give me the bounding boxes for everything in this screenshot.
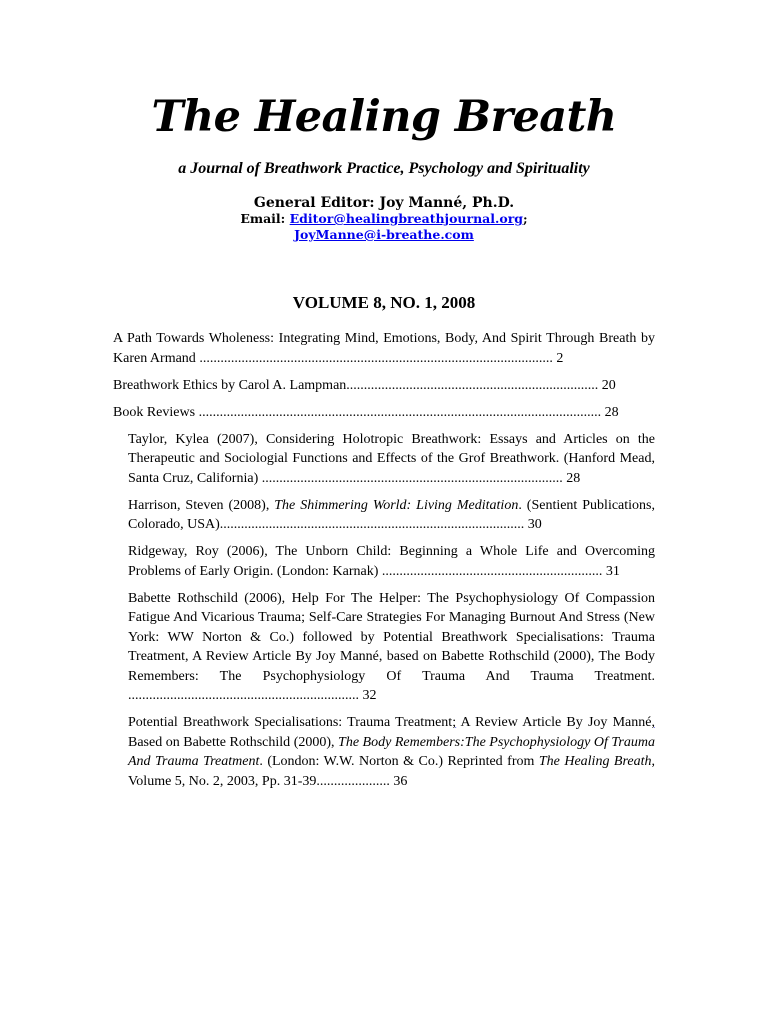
toc-leader-dots: ...................................................................................... <box>258 470 563 486</box>
review-citation-mark: , <box>651 715 655 730</box>
review-citation: Ridgeway, Roy (2006), The Unborn Child: Beginning a Whole Life and Overcoming Problems of Early Origin. (London: Karnak) <box>128 544 655 579</box>
toc-entry[interactable] <box>113 376 655 396</box>
review-citation-part: . (London: W.W. Norton & Co.) Reprinted from <box>259 754 539 769</box>
toc-entry[interactable] <box>113 329 655 368</box>
toc-entry-title: Breathwork Ethics by Carol A. Lampman <box>113 377 347 393</box>
review-citation-author: Harrison, Steven (2008), <box>128 497 275 513</box>
volume-heading: VOLUME 8, NO. 1, 2008 <box>292 293 476 312</box>
toc-page-number: 28 <box>604 404 619 420</box>
review-citation-part: Based on Babette Rothschild (2000), <box>128 734 339 750</box>
toc-page-number: 30 <box>527 517 542 532</box>
journal-subtitle: a Journal of Breathwork Practice, Psychology and Spirituality <box>178 160 590 177</box>
review-citation: Babette Rothschild (2006), Help For The Helper: The Psychophysiology Of Compassion Fatigue And Vicarious Trauma; Self-Care Strategies For Managing Burnout And Stress (New York: WW Norton & Co.) followed by Potential Breathwork Specialisations: Trauma Treatment, A Review Article By Joy Manné, based on Babette Rothschild (2000), The Body Remembers: The Psychophysiology Of Trauma And Trauma Treatment. <box>128 590 655 684</box>
toc-page-number: 2 <box>556 350 564 366</box>
book-review-entry[interactable] <box>128 542 655 581</box>
toc-leader-dots: ........................................................................ <box>346 377 599 393</box>
book-review-entry[interactable] <box>128 589 655 706</box>
review-journal-title: The Healing Breath <box>538 754 652 769</box>
review-book-title: The Body Remembers:The Psychophysiology Of Trauma And Trauma Treatment <box>128 734 655 769</box>
toc-page-number: 32 <box>362 688 377 703</box>
review-citation-part: Potential Breathwork Specialisations: Trauma Treatment <box>128 715 453 730</box>
email-link-joymanne[interactable]: JoyManne@i-breathe.com <box>294 227 474 242</box>
review-book-title: The Shimmering World: Living Meditation <box>274 497 519 513</box>
book-review-entry[interactable] <box>128 713 655 791</box>
toc-page-number: 28 <box>566 470 581 486</box>
review-citation-publisher: . (Sentient Publications, Colorado, USA) <box>128 497 655 532</box>
toc-page-number: 20 <box>601 377 616 393</box>
toc-leader-dots: ..................................................................................................... <box>195 350 553 366</box>
toc-leader-dots: ............................................................... <box>378 563 603 579</box>
toc-leader-dots: ....................................................................................... <box>219 517 525 532</box>
toc-leader-dots: .................................................................. <box>128 688 359 703</box>
email-separator: ; <box>523 211 528 226</box>
toc-entry-title: Book Reviews <box>113 404 196 420</box>
review-citation-part: , Volume 5, No. 2, 2003, Pp. 31-39. <box>128 754 656 789</box>
book-review-entry[interactable] <box>128 496 655 535</box>
toc-page-number: 36 <box>393 773 408 789</box>
toc-page-number: 31 <box>605 563 620 579</box>
table-of-contents <box>113 329 655 799</box>
review-citation-part: A Review Article By Joy Manné <box>456 715 652 730</box>
email-line <box>0 211 768 243</box>
toc-entry[interactable] <box>113 403 655 423</box>
email-link-editor[interactable]: Editor@healingbreathjournal.org <box>289 211 524 226</box>
toc-leader-dots: .................... <box>319 773 390 789</box>
email-label: Email: <box>240 211 286 226</box>
journal-title: The Healing Breath <box>151 92 617 142</box>
review-citation: Taylor, Kylea (2007), Considering Holotropic Breathwork: Essays and Articles on the Therapeutic and Sociologial Functions and Effects of the Grof Breathwork. (Hanford Mead, Santa Cruz, California) <box>128 431 655 486</box>
toc-leader-dots: ................................................................................................................... <box>195 404 602 420</box>
toc-entry-title: A Path Towards Wholeness: Integrating Mind, Emotions, Body, And Spirit Through Breath by Karen Armand <box>113 331 655 366</box>
general-editor: General Editor: Joy Manné, Ph.D. <box>253 195 515 211</box>
review-citation-mark: ; <box>452 715 457 730</box>
book-review-entry[interactable] <box>128 430 655 489</box>
